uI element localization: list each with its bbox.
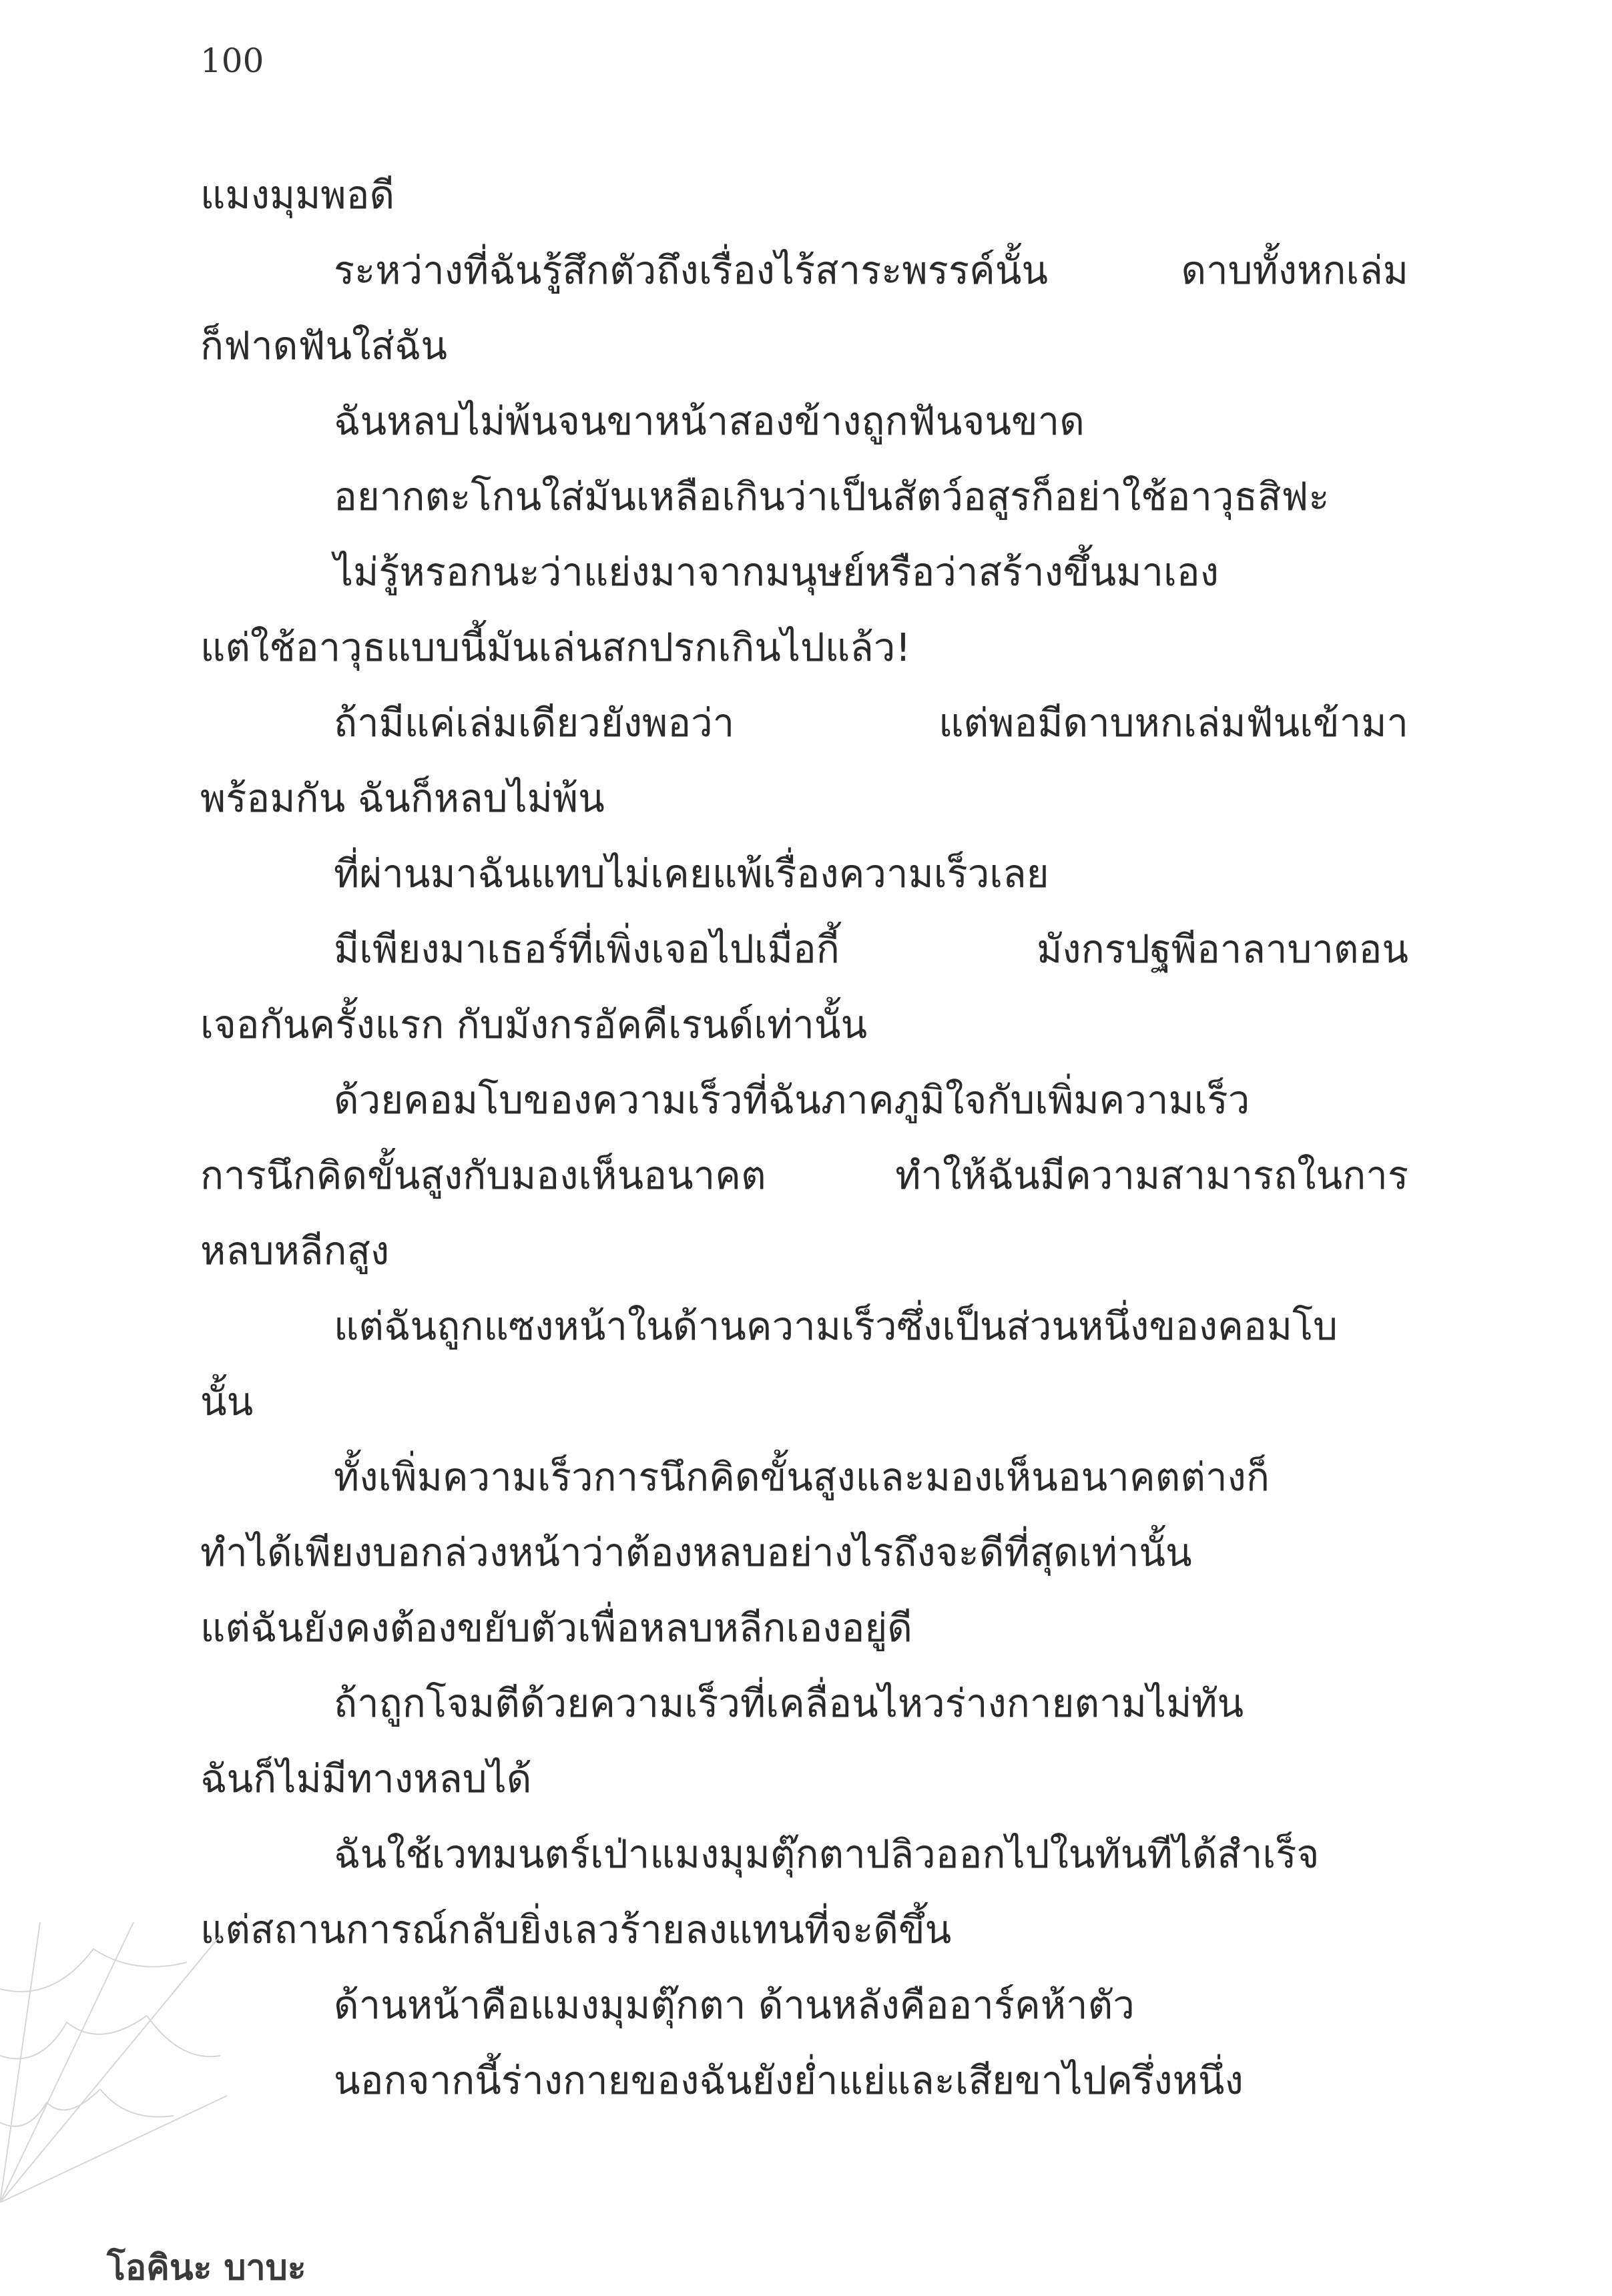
text-line: เจอกันครั้งแรก กับมังกรอัคคีเรนด์เท่านั้น: [200, 1002, 868, 1047]
text-line: นั้น: [200, 1379, 254, 1424]
text-line: ด้วยคอมโบของความเร็วที่ฉันภาคภูมิใจกับเพิ่มความเร็ว: [334, 1077, 1250, 1123]
text-line: ด้านหน้าคือแมงมุมตุ๊กตา ด้านหลังคืออาร์คห้าตัว: [334, 1982, 1135, 2028]
text-line: มีเพียงมาเธอร์ที่เพิ่งเจอไปเมื่อกี้ มังกรปฐพีอาลาบาตอน: [334, 926, 1408, 972]
text-line: ทำได้เพียงบอกล่วงหน้าว่าต้องหลบอย่างไรถึงจะดีที่สุดเท่านั้น: [200, 1530, 1192, 1575]
text-line: พร้อมกัน ฉันก็หลบไม่พ้น: [200, 776, 605, 821]
text-line: ไม่รู้หรอกนะว่าแย่งมาจากมนุษย์หรือว่าสร้างขึ้นมาเอง: [334, 549, 1219, 595]
text-line: ฉันก็ไม่มีทางหลบได้: [200, 1756, 532, 1801]
text-line: ถ้าถูกโจมตีด้วยความเร็วที่เคลื่อนไหวร่างกายตามไม่ทัน: [334, 1681, 1244, 1726]
spider-web-decoration: [0, 1922, 227, 2203]
web-strand: [100, 2089, 174, 2117]
text-line: ที่ผ่านมาฉันแทบไม่เคยแพ้เรื่องความเร็วเลย: [334, 851, 1049, 896]
text-line: แมงมุมพอดี: [200, 172, 395, 218]
body-text: [200, 158, 1408, 2118]
text-line: ฉันใช้เวทมนตร์เป่าแมงมุมตุ๊กตาปลิวออกไปในทันทีได้สำเร็จ: [334, 1831, 1320, 1877]
text-line: แต่สถานการณ์กลับยิ่งเลวร้ายลงแทนที่จะดีขึ้น: [200, 1907, 952, 1952]
text-line: ถ้ามีแค่เล่มเดียวยังพอว่า แต่พอมีดาบหกเล่มฟันเข้ามา: [334, 700, 1408, 746]
text-line: หลบหลีกสูง: [200, 1228, 390, 1273]
text-line: นอกจากนี้ร่างกายของฉันยังย่ำแย่และเสียขาไปครึ่งหนึ่ง: [334, 2058, 1244, 2103]
web-strand: [0, 1949, 187, 1992]
text-line: แต่ฉันยังคงต้องขยับตัวเพื่อหลบหลีกเองอยู่ดี: [200, 1605, 912, 1651]
text-line: แต่ใช้อาวุธแบบนี้มันเล่นสกปรกเกินไปแล้ว!: [200, 625, 911, 670]
book-title-footer: โอคินะ บาบะ: [107, 2248, 306, 2288]
text-line: ทั้งเพิ่มความเร็วการนึกคิดขั้นสูงและมองเห็นอนาคตต่างก็: [334, 1454, 1270, 1500]
text-line: อยากตะโกนใส่มันเหลือเกินว่าเป็นสัตว์อสูรก็อย่าใช้อาวุธสิฟะ: [334, 474, 1330, 519]
text-line: ก็ฟาดฟันใส่ฉัน: [200, 323, 448, 368]
text-line: ระหว่างที่ฉันรู้สึกตัวถึงเรื่องไร้สาระพรรค์นั้น ดาบทั้งหกเล่ม: [334, 248, 1408, 293]
web-strand: [147, 2016, 220, 2056]
web-strand: [0, 2096, 227, 2203]
text-line: แต่ฉันถูกแซงหน้าในด้านความเร็วซึ่งเป็นส่วนหนึ่งของคอมโบ: [334, 1304, 1338, 1349]
page-number: 100: [200, 41, 264, 80]
text-line: ฉันหลบไม่พ้นจนขาหน้าสองข้างถูกฟันจนขาด: [334, 398, 1085, 444]
text-line: การนึกคิดขั้นสูงกับมองเห็นอนาคต ทำให้ฉันมีความสามารถในการ: [200, 1153, 1408, 1198]
